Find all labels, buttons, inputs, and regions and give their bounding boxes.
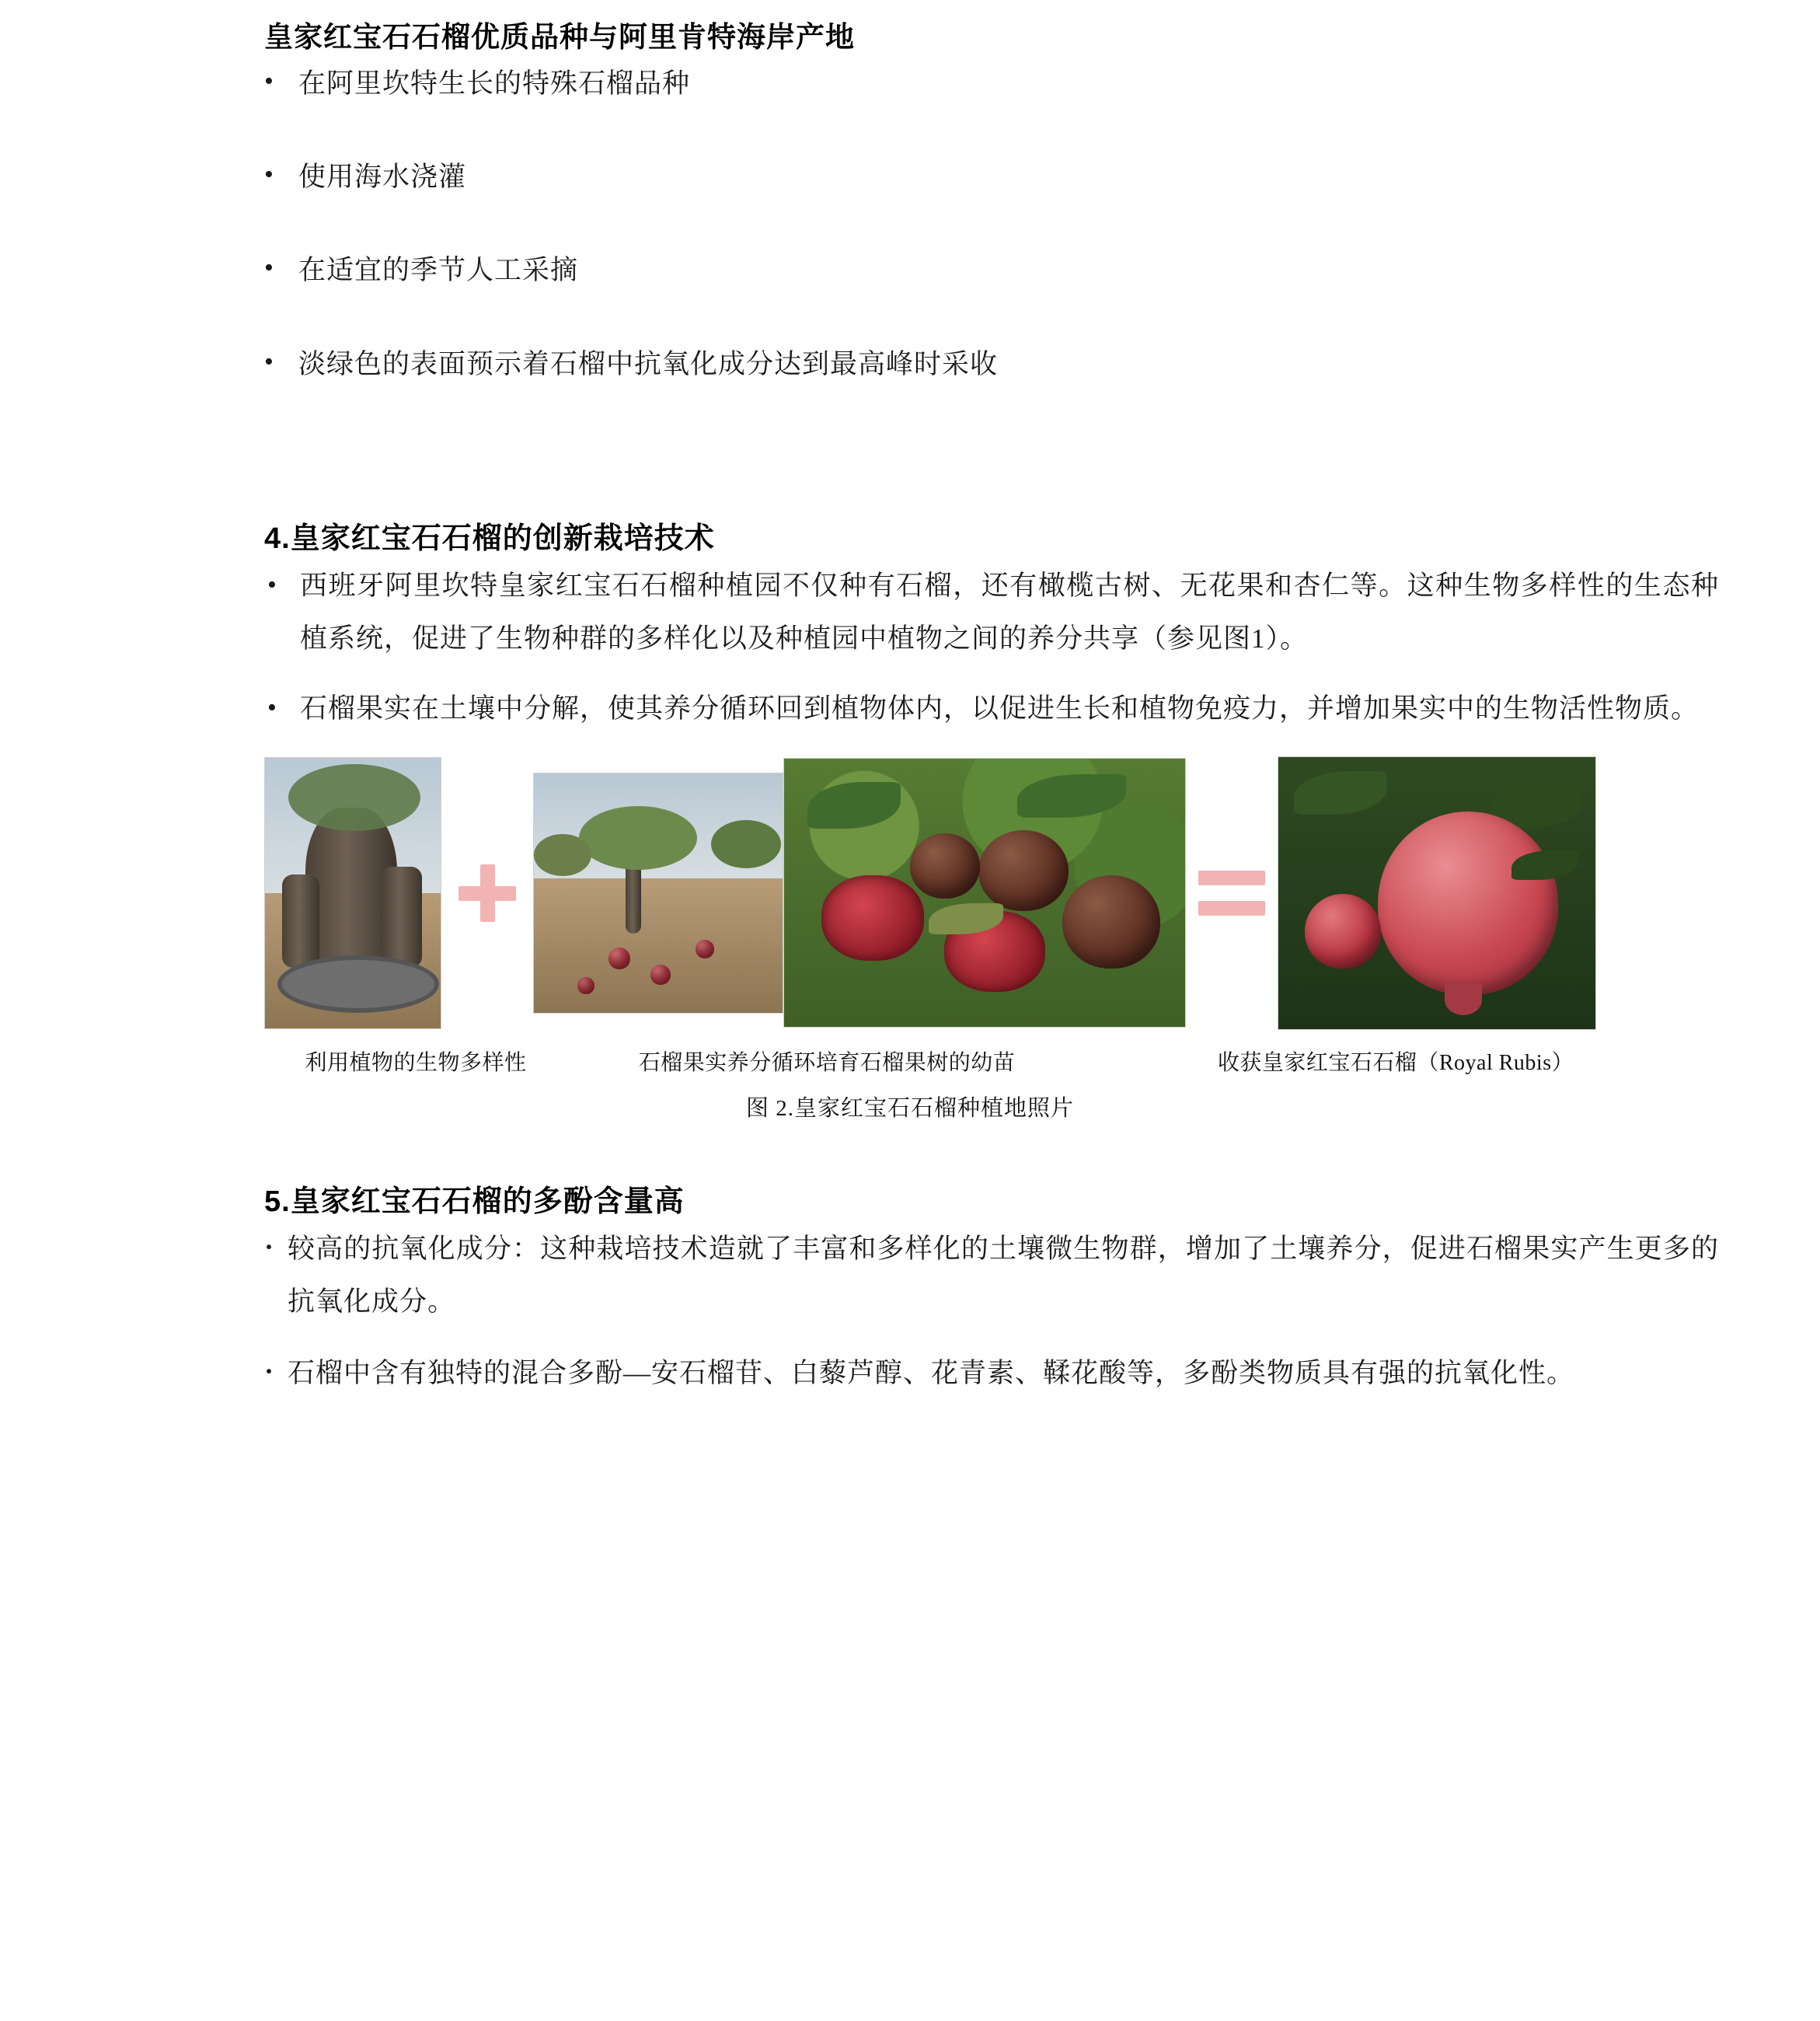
- orchard-photo: [533, 773, 783, 1014]
- equals-sign: [1186, 871, 1278, 916]
- olive-tree-photo: [264, 757, 441, 1029]
- list-item: • 在适宜的季节人工采摘: [264, 244, 1719, 297]
- fallen-fruit-photo: [783, 758, 1186, 1028]
- figure-image-row: [264, 756, 1719, 1030]
- figure-captions: [264, 1045, 1719, 1077]
- page-title: 皇家红宝石石榴优质品种与阿里肯特海岸产地: [264, 21, 855, 53]
- top-feature-list: [264, 58, 1719, 391]
- section-4-heading: 4.皇家红宝石石榴的创新栽培技术: [264, 522, 715, 555]
- ripe-pomegranate-photo: [1278, 756, 1596, 1030]
- figure-2: [264, 756, 1719, 1122]
- list-item: • 西班牙阿里坎特皇家红宝石石榴种植园不仅种有石榴，还有橄榄古树、无花果和杏仁等。这种生物多样性的生态种植系统，促进了生物种群的多样化以及种植园中植物之间的养分共享（参见图1）。: [264, 560, 1719, 666]
- list-item: · 石榴中含有独特的混合多酚—安石榴苷、白藜芦醇、花青素、鞣花酸等，多酚类物质具有强的抗氧化性。: [264, 1347, 1719, 1400]
- list-item: • 使用海水浇灌: [264, 151, 1719, 204]
- section-5-list: [264, 1223, 1719, 1401]
- section-5-heading: 5.皇家红宝石石榴的多酚含量高: [264, 1185, 685, 1218]
- figure-caption-3: 收获皇家红宝石石榴（Royal Rubis）: [1217, 1050, 1574, 1075]
- plus-sign: [441, 864, 533, 922]
- figure-title: 图 2.皇家红宝石石榴种植地照片: [745, 1095, 1074, 1121]
- spacer: [264, 1122, 1719, 1182]
- list-item: · 较高的抗氧化成分：这种栽培技术造就了丰富和多样化的土壤微生物群，增加了土壤养分，促进石榴果实产生更多的抗氧化成分。: [264, 1223, 1719, 1329]
- list-item: • 在阿里坎特生长的特殊石榴品种: [264, 58, 1719, 110]
- list-item: • 淡绿色的表面预示着石榴中抗氧化成分达到最高峰时采收: [264, 338, 1719, 391]
- section-4-list: [264, 560, 1719, 736]
- spacer: [264, 431, 1719, 518]
- figure-caption-2: 石榴果实养分循环培育石榴果树的幼苗: [638, 1050, 1016, 1075]
- figure-caption-1: 利用植物的生物多样性: [305, 1050, 527, 1075]
- list-item: • 石榴果实在土壤中分解，使其养分循环回到植物体内，以促进生长和植物免疫力，并增加果实中的生物活性物质。: [264, 682, 1719, 735]
